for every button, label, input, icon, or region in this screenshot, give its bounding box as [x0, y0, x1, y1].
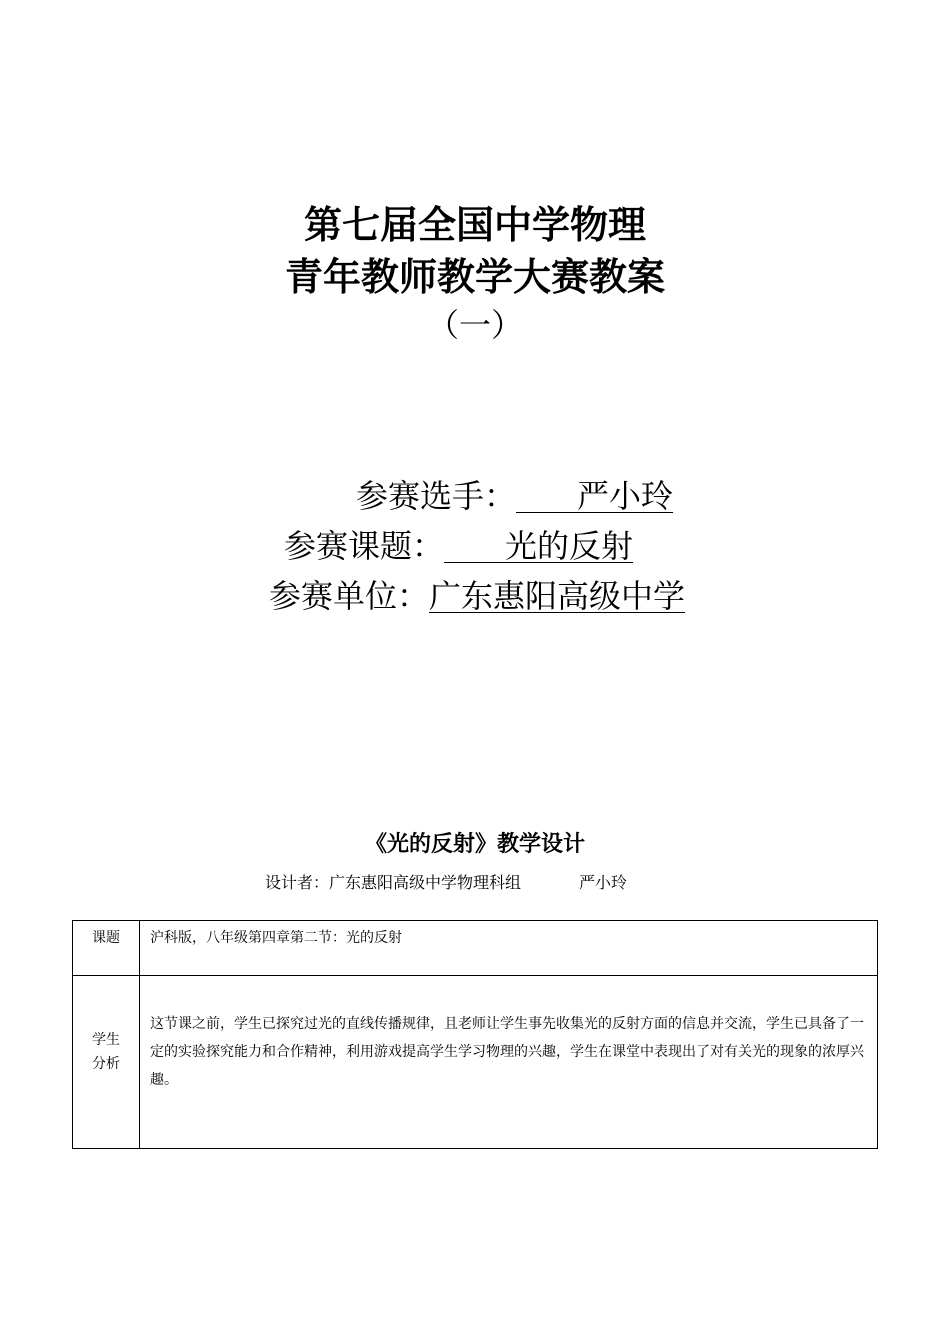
unit-line: [269, 577, 686, 615]
unit-value: 广东惠阳高级中学: [429, 577, 686, 615]
design-title: 《光的反射》教学设计: [364, 832, 585, 857]
topic-line: [284, 527, 634, 565]
topic-label: 参赛课题：: [284, 527, 445, 565]
row-label-student-analysis: [73, 976, 140, 1149]
unit-label: 参赛单位：: [269, 577, 430, 615]
row-label-line-1: 学生: [92, 1032, 120, 1048]
designer-line: [265, 875, 627, 891]
lesson-table: [72, 920, 878, 1149]
cover-title-line-3: （一）: [426, 306, 523, 344]
table-row: [73, 921, 878, 976]
table-row: [73, 976, 878, 1149]
row-label-line-2: 分析: [92, 1056, 120, 1072]
contestant-value: 严小玲: [516, 477, 674, 515]
designer-name: 严小玲: [579, 873, 628, 892]
cover-title-line-1: 第七届全国中学物理: [303, 203, 646, 247]
row-content-student-analysis: 这节课之前，学生已探究过光的直线传播规律，且老师让学生事先收集光的反射方面的信息并交流，学生已具备了一定的实验探究能力和合作精神，利用游戏提高学生学习物理的兴趣，学生在课堂中表现出了对有关光的现象的浓厚兴趣。: [140, 976, 878, 1149]
contestant-line: [356, 477, 674, 515]
cover-title-line-2: 青年教师教学大赛教案: [284, 255, 665, 299]
contestant-label: 参赛选手：: [356, 477, 517, 515]
designer-text: 设计者：广东惠阳高级中学物理科组: [265, 873, 522, 892]
topic-value: 光的反射: [444, 527, 634, 565]
row-label-topic: 课题: [73, 921, 140, 976]
row-content-topic: 沪科版，八年级第四章第二节：光的反射: [140, 921, 878, 976]
